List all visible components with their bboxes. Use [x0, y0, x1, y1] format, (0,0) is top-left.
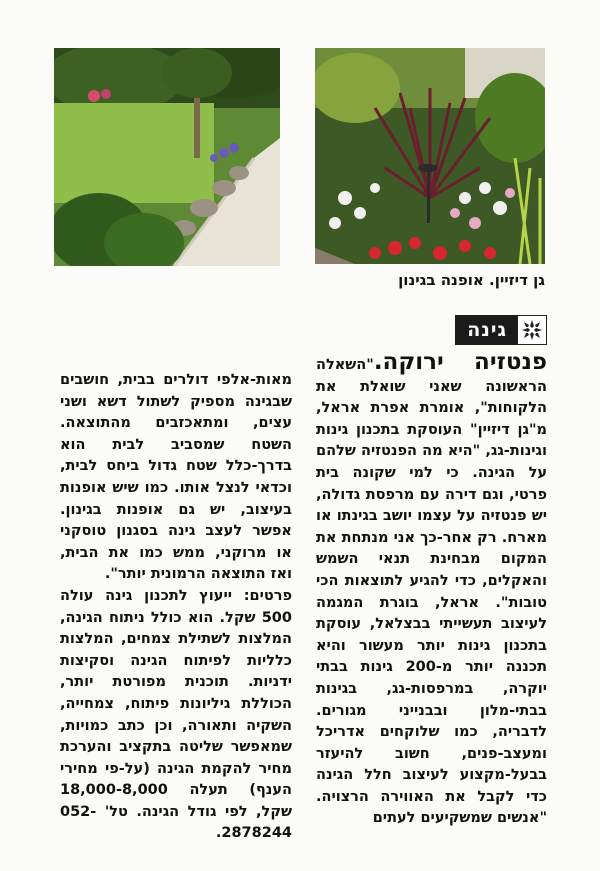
article-body-right: "השאלה הראשונה שאני שואלת את הלקוחות", אומרת אפרת אראל, מ"גן דיזיין" העוסקת בתכנון גינות וגינות-גג, "היא מה הפנטזיה שלהם על הגינה. כי למי שקונה בית פרטי, וגם דירה עם מרפסת גדולה, יש פנטזיה על עצמו יושב בגינתו או מארח. רק אחר-כך אני מנתחת את המקום מבחינת תנאי השמש והאקלים, כדי להגיע לתוצאות הכי טובות". אראל, בוגרת המגמה לעיצוב תעשייתי בבצלאל, עוסקת בתכנון גינות יותר מעשור והיא תכננה יותר מ-200 גינות בבתי יוקרה, במרפסות-גג, בגינות בבתי-מלון ובבנייני מגורים. לדבריה, כמו שלוקחים אדריכל ומעצב-פנים, חשוב להיעזר בבעל-מקצוע לעיצוב חלל הגינה כדי לקבל את האווירה הרצויה. "אנשים שמשקיעים לעתים [316, 357, 547, 827]
article-column-right [316, 349, 547, 830]
article-headline: פנטזיה ירוקה. [373, 349, 547, 375]
article-column-left [60, 370, 292, 845]
lawn-photo [54, 48, 280, 266]
details-body: ייעוץ לתכנון גינה עולה 500 שקל. הוא כולל ניתוח הגינה, המלצות לשתילת צמחים, המלצות כלליות לפיתוח הגינה וסקיצות ידניות. תוכנית מפורטת יותר, הכוללת גיליונות פיתוח, צמחייה, השקיה ותאורה, וכן כתב כמויות, שמאפשר שליטה בתקציב והערכת מחיר להקמת הגינה (על-פי מחירי הענף) תעלה 18,000-8,000 שקל, לפי גודל הגינה. טל' 052-2878244. [60, 587, 292, 842]
article-body-left: מאות-אלפי דולרים בבית, חושבים שבגינה מספיק לשתול דשא ושני עצים, ומתאכזבים מהתוצאה. השטח שמסביב לבית הוא בדרך-כלל שטח גדול ביחס לבית, וכדאי לנצל אותו. כמו שיש אופנות בעיצוב, יש גם אופנות בגינון. אפשר לעצב גינה בסגנון טוסקני או מרוקני, ממש כמו את הבית, ואז התוצאה הרמונית יותר". [60, 372, 292, 583]
section-header [437, 315, 547, 345]
details-label: פרטים: [243, 587, 292, 604]
section-label: גינה [455, 315, 517, 345]
garden-bed-photo [315, 48, 545, 264]
details-paragraph [60, 586, 292, 845]
flower-ornament-icon [517, 315, 547, 345]
photo-caption: גן דיזיין. אופנה בגינון [398, 271, 545, 289]
